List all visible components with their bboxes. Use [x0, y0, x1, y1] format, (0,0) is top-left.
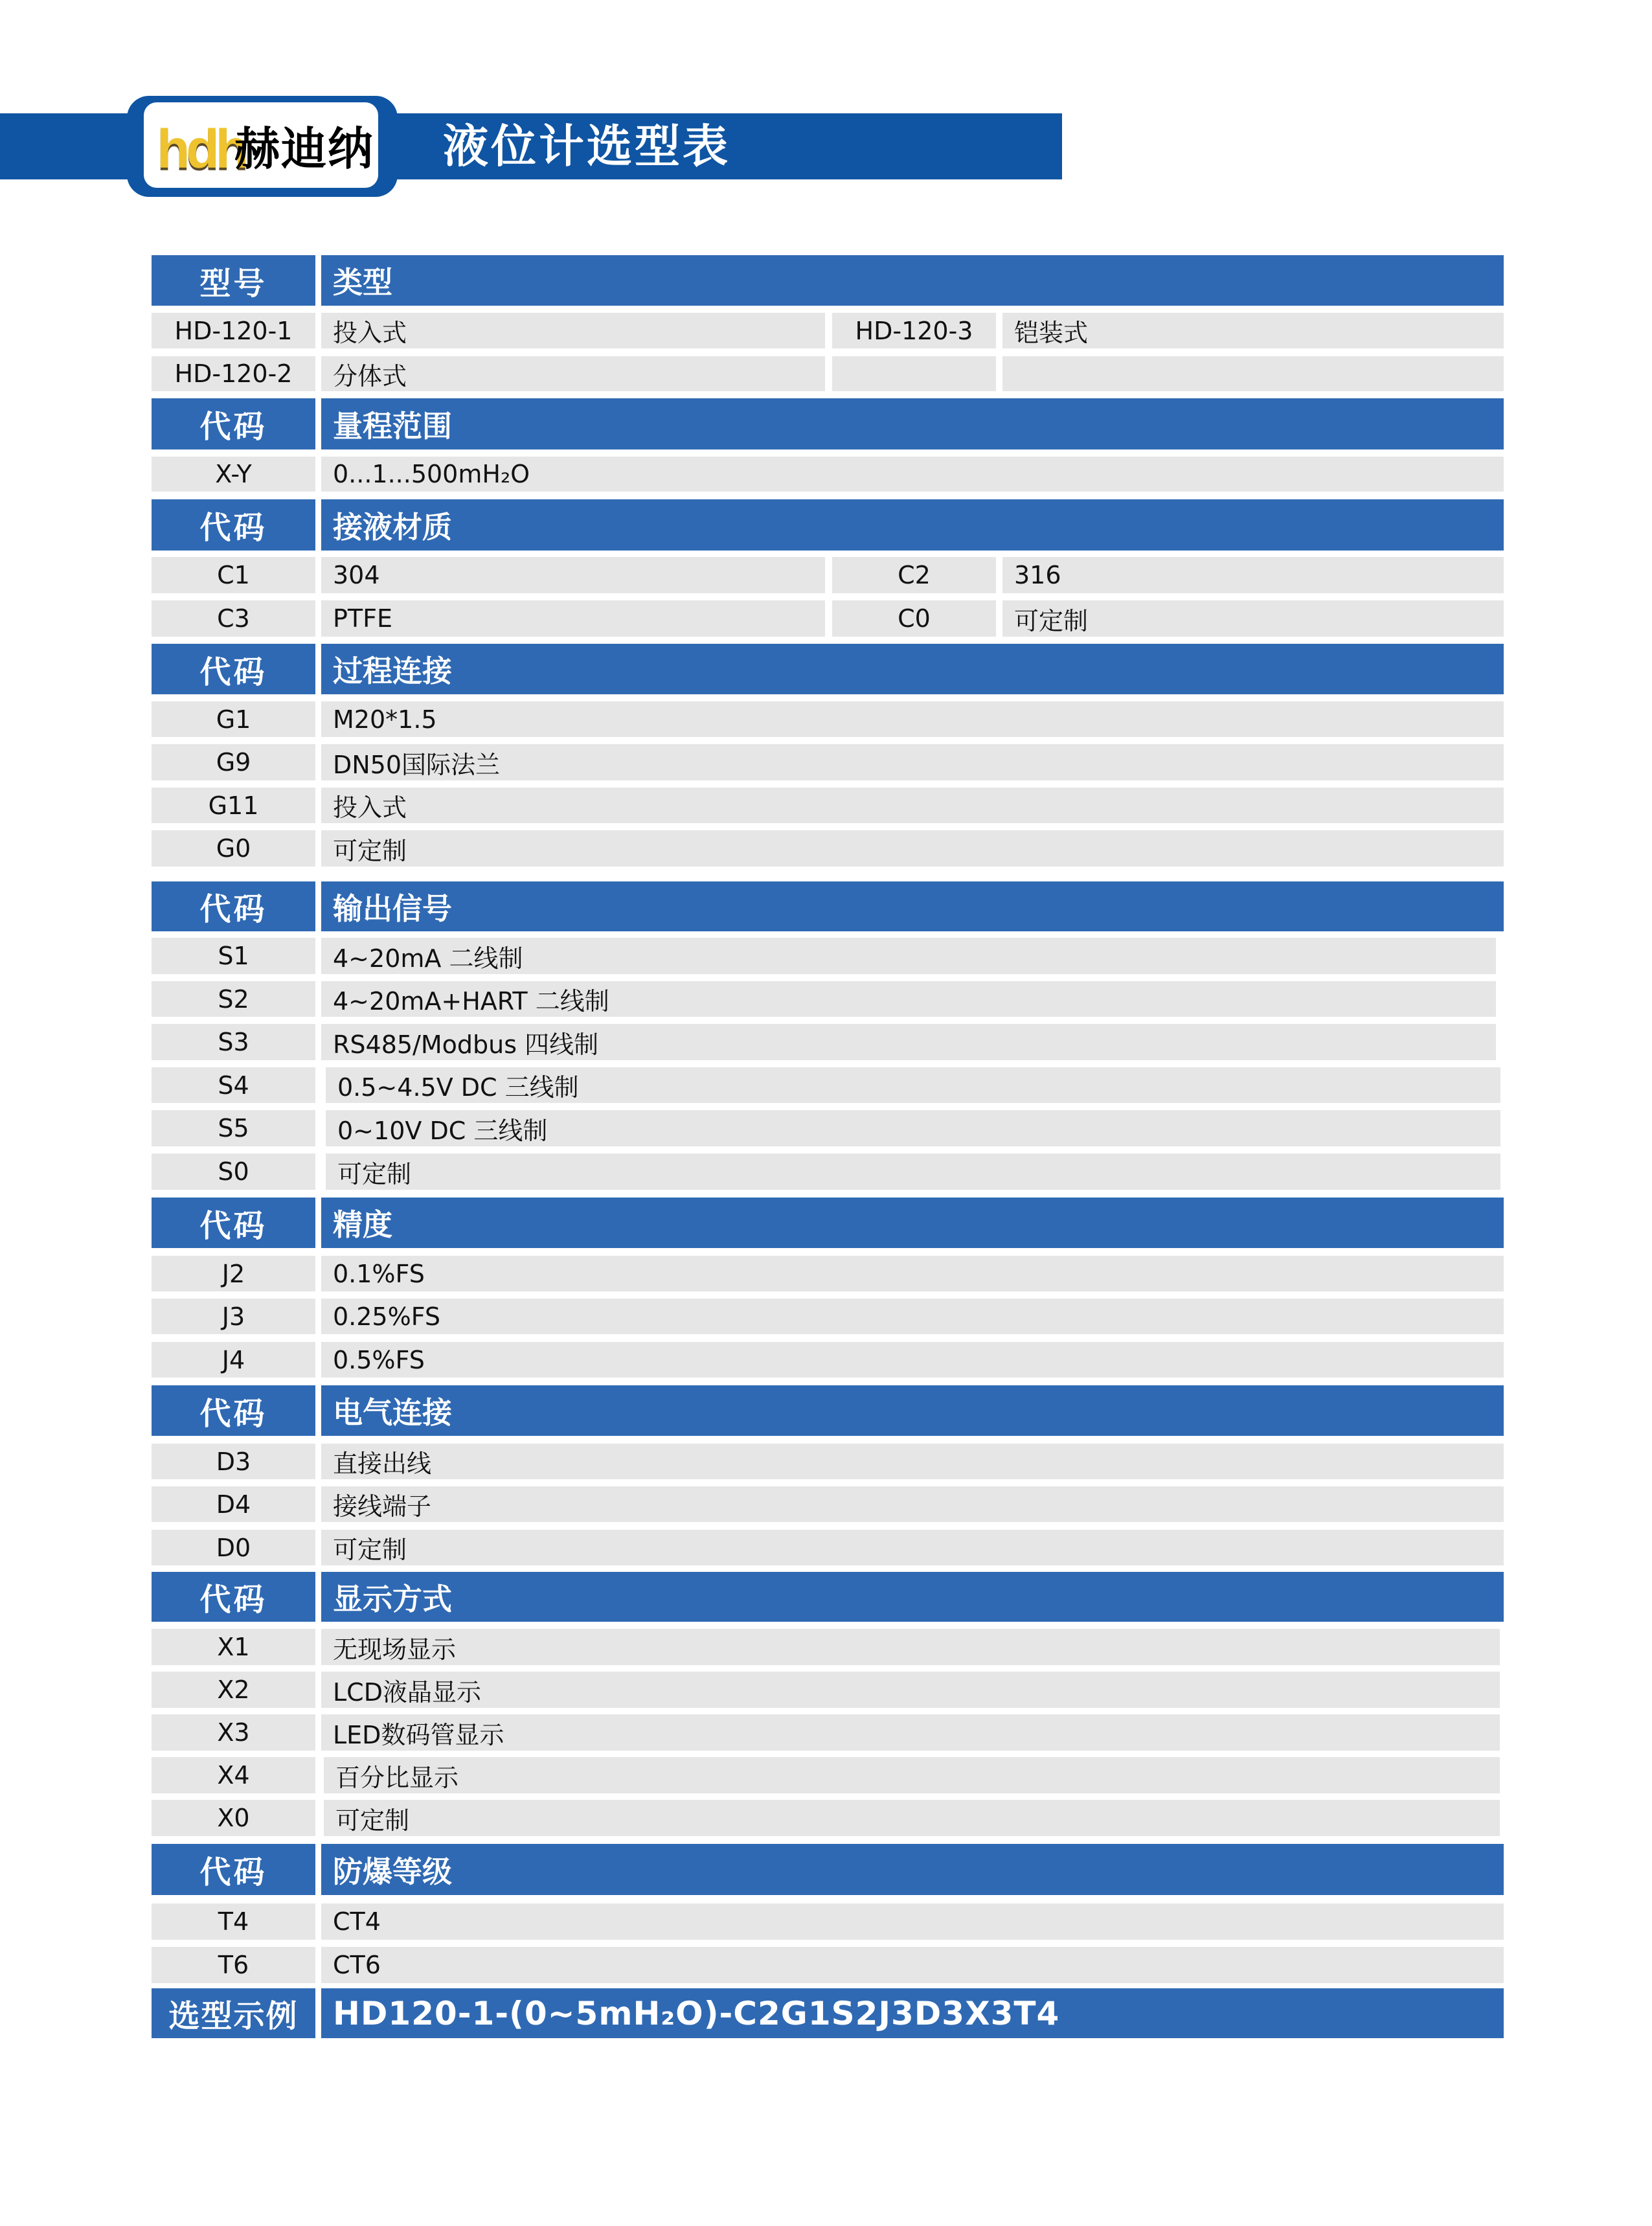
section-header-code: 代码	[152, 881, 315, 931]
accuracy-value: 0.25%FS	[321, 1299, 1504, 1334]
range-code: X-Y	[152, 457, 315, 492]
electrical-code: D4	[152, 1486, 315, 1522]
model-code: HD-120-3	[832, 313, 996, 348]
signal-value: 可定制	[326, 1153, 1500, 1190]
display-value: 百分比显示	[324, 1757, 1500, 1793]
section-header-code: 代码	[152, 1844, 315, 1895]
accuracy-value: 0.1%FS	[321, 1256, 1504, 1291]
page-title: 液位计选型表	[443, 120, 730, 173]
section-header-code: 代码	[152, 1198, 315, 1248]
model-type: 分体式	[321, 356, 825, 391]
section-header-title: 输出信号	[321, 881, 1504, 931]
section-header-title: 过程连接	[321, 644, 1504, 694]
section-header-title: 接液材质	[321, 499, 1504, 551]
explosion-proof-value: CT4	[321, 1903, 1504, 1940]
connection-code: G0	[152, 830, 315, 867]
model-type-empty	[1002, 356, 1504, 391]
connection-code: G1	[152, 701, 315, 737]
signal-value: RS485/Modbus 四线制	[321, 1024, 1496, 1060]
signal-value: 0.5~4.5V DC 三线制	[326, 1067, 1500, 1103]
hdh-logo-icon: hdh	[157, 119, 245, 179]
section-header-code: 型号	[152, 255, 315, 306]
section-header-title: 精度	[321, 1198, 1504, 1248]
signal-code: S3	[152, 1024, 315, 1060]
display-value: 无现场显示	[321, 1629, 1500, 1665]
section-header-title: 类型	[321, 255, 1504, 306]
section-header-code: 代码	[152, 499, 315, 551]
connection-value: DN50国际法兰	[321, 744, 1504, 780]
accuracy-code: J3	[152, 1299, 315, 1334]
display-code: X4	[152, 1757, 315, 1793]
material-value: 316	[1002, 557, 1504, 593]
section-header-code: 代码	[152, 1385, 315, 1436]
material-value: PTFE	[321, 600, 825, 637]
display-value: 可定制	[324, 1800, 1500, 1836]
section-header-title: 电气连接	[321, 1385, 1504, 1436]
material-value: 304	[321, 557, 825, 593]
display-value: LCD液晶显示	[321, 1672, 1500, 1708]
material-code: C0	[832, 600, 996, 637]
connection-value: 投入式	[321, 788, 1504, 823]
example-value: HD120-1-(0~5mH₂O)-C2G1S2J3D3X3T4	[321, 1988, 1504, 2038]
model-code: HD-120-1	[152, 313, 315, 348]
accuracy-code: J4	[152, 1342, 315, 1378]
material-value: 可定制	[1002, 600, 1504, 637]
accuracy-code: J2	[152, 1256, 315, 1291]
connection-code: G9	[152, 744, 315, 780]
display-value: LED数码管显示	[321, 1714, 1500, 1751]
connection-code: G11	[152, 788, 315, 823]
display-code: X3	[152, 1714, 315, 1751]
brand-name: 赫迪纳	[234, 122, 374, 176]
range-value: 0...1...500mH₂O	[321, 457, 1504, 492]
section-header-code: 代码	[152, 398, 315, 449]
model-type: 铠装式	[1002, 313, 1504, 348]
explosion-proof-code: T6	[152, 1947, 315, 1983]
section-header-code: 代码	[152, 1572, 315, 1622]
model-code: HD-120-2	[152, 356, 315, 391]
electrical-value: 接线端子	[321, 1486, 1504, 1522]
signal-code: S4	[152, 1067, 315, 1103]
model-type: 投入式	[321, 313, 825, 348]
electrical-code: D0	[152, 1530, 315, 1565]
material-code: C3	[152, 600, 315, 637]
display-code: X0	[152, 1800, 315, 1836]
signal-value: 0~10V DC 三线制	[326, 1110, 1500, 1146]
section-header-code: 代码	[152, 644, 315, 694]
connection-value: 可定制	[321, 830, 1504, 867]
connection-value: M20*1.5	[321, 701, 1504, 737]
signal-value: 4~20mA 二线制	[321, 938, 1496, 974]
signal-code: S0	[152, 1153, 315, 1190]
example-label: 选型示例	[152, 1988, 315, 2038]
display-code: X2	[152, 1672, 315, 1708]
electrical-value: 可定制	[321, 1530, 1504, 1565]
material-code: C2	[832, 557, 996, 593]
display-code: X1	[152, 1629, 315, 1665]
signal-code: S2	[152, 981, 315, 1017]
signal-code: S5	[152, 1110, 315, 1146]
electrical-code: D3	[152, 1444, 315, 1479]
material-code: C1	[152, 557, 315, 593]
model-code-empty	[832, 356, 996, 391]
section-header-title: 防爆等级	[321, 1844, 1504, 1895]
signal-value: 4~20mA+HART 二线制	[321, 981, 1496, 1017]
signal-code: S1	[152, 938, 315, 974]
section-header-title: 量程范围	[321, 398, 1504, 449]
section-header-title: 显示方式	[321, 1572, 1504, 1622]
accuracy-value: 0.5%FS	[321, 1342, 1504, 1378]
explosion-proof-code: T4	[152, 1903, 315, 1940]
explosion-proof-value: CT6	[321, 1947, 1504, 1983]
electrical-value: 直接出线	[321, 1444, 1504, 1479]
